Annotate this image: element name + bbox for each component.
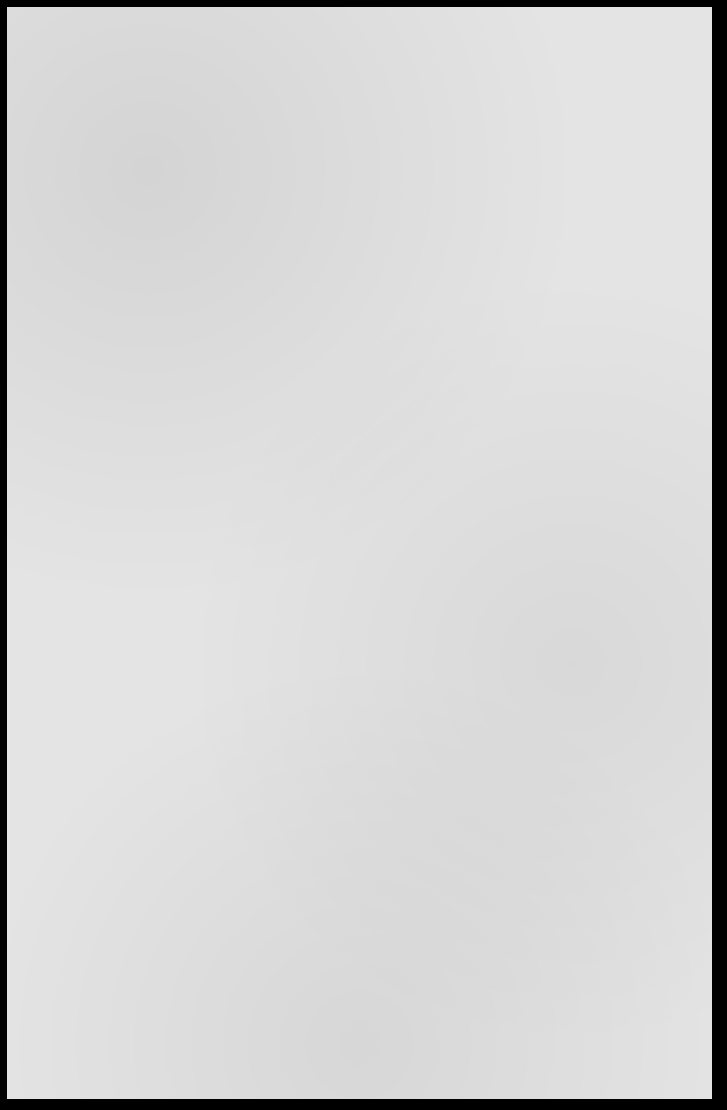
document-page	[7, 7, 712, 1099]
